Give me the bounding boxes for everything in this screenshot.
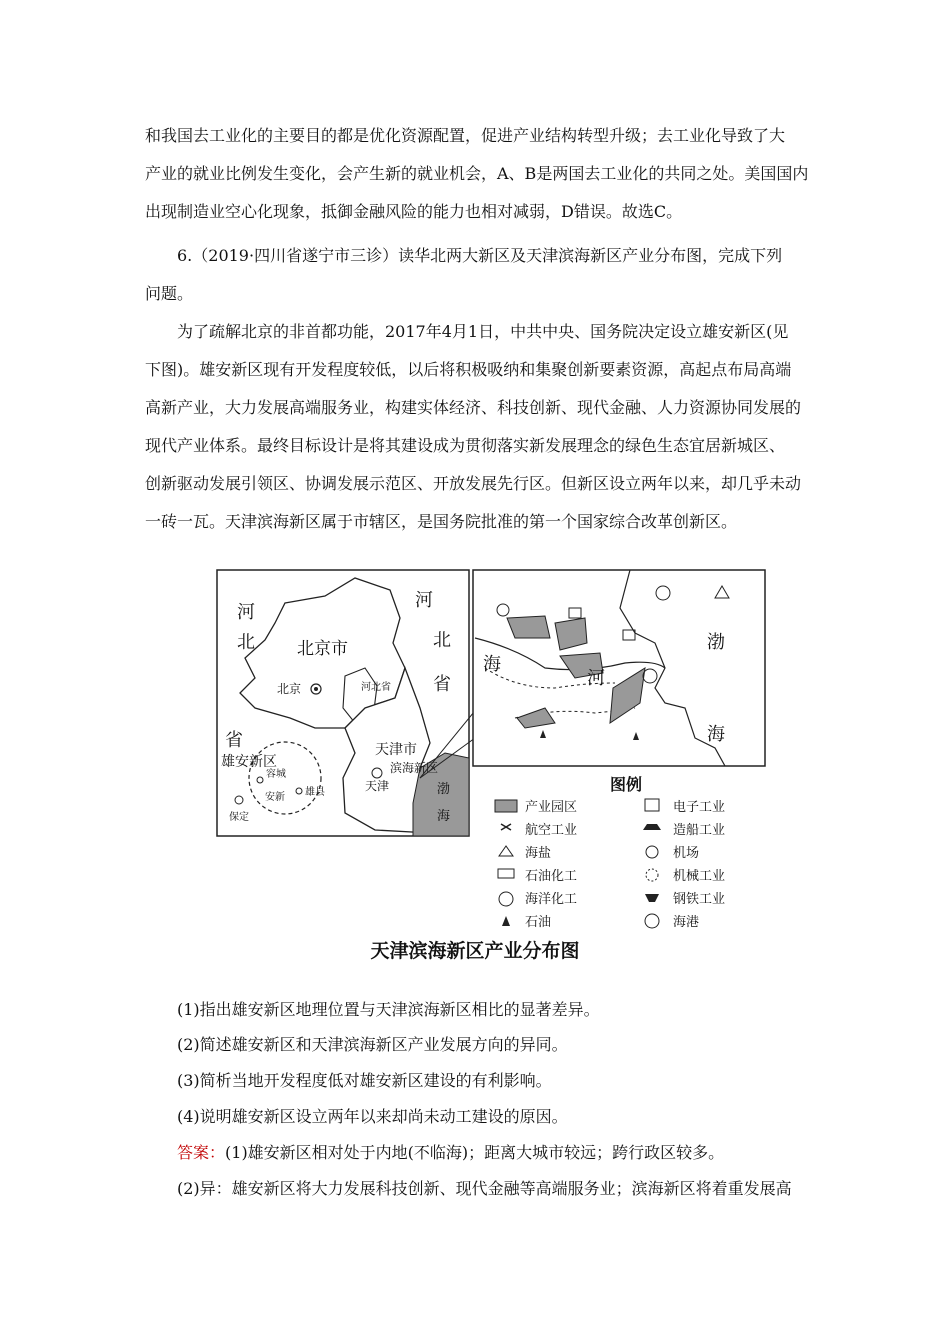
seaport-icon <box>645 914 659 928</box>
map-label: 渤 <box>707 632 725 653</box>
map-label: 天津市 <box>375 742 417 758</box>
question-4: (4)说明雄安新区设立两年以来却尚未动工建设的原因。 <box>177 1107 568 1126</box>
map-label: 安新 <box>265 792 285 803</box>
map-label: 省 <box>433 674 451 695</box>
figure-caption: 天津滨海新区产业分布图 <box>370 940 580 962</box>
map-label: 保定 <box>229 812 249 823</box>
text-line: 创新驱动发展引领区、协调发展示范区、开放发展先行区。但新区设立两年以来，却几乎未动 <box>145 474 802 493</box>
text-line: 下图)。雄安新区现有开发程度较低，以后将积极吸纳和集聚创新要素资源，高起点布局高端 <box>145 360 792 379</box>
answer-text: (1)雄安新区相对处于内地(不临海)；距离大城市较远；跨行政区较多。 <box>225 1143 725 1162</box>
legend-label: 电子工业 <box>673 800 726 815</box>
map-label: 海 <box>483 654 501 675</box>
map-label: 北 <box>237 632 255 653</box>
map-label: 河北省 <box>361 682 391 693</box>
text-line: 一砖一瓦。天津滨海新区属于市辖区，是国务院批准的第一个国家综合改革创新区。 <box>145 512 738 531</box>
legend-label: 海盐 <box>525 846 552 861</box>
answer-line-1 <box>177 1140 724 1163</box>
answer-label: 答案： <box>177 1143 226 1162</box>
map-label: 河 <box>415 590 433 611</box>
left-map <box>217 570 510 836</box>
sea-salt-icon <box>499 846 513 856</box>
map-label: 北京市 <box>297 639 348 659</box>
machinery-icon <box>646 869 658 881</box>
map-label: 雄县 <box>305 787 325 798</box>
legend-label: 钢铁工业 <box>673 892 726 907</box>
text-line: 高新产业，大力发展高端服务业，构建实体经济、科技创新、现代金融、人力资源协同发展的 <box>145 398 802 417</box>
legend-label: 机场 <box>673 846 700 861</box>
legend-label: 石油 <box>525 915 552 930</box>
text-line: 和我国去工业化的主要目的都是优化资源配置，促进产业结构转型升级；去工业化导致了大 <box>145 126 786 145</box>
text-line: 现代产业体系。最终目标设计是将其建设成为贯彻落实新发展理念的绿色生态宜居新城区、 <box>145 436 786 455</box>
text-line: 产业的就业比例发生变化，会产生新的就业机会，A、B是两国去工业化的共同之处。美国国内 <box>145 164 809 183</box>
airport-icon <box>646 846 658 858</box>
question-2: (2)简述雄安新区和天津滨海新区产业发展方向的异同。 <box>177 1035 568 1054</box>
map-label: 容城 <box>266 769 286 780</box>
text-line: 为了疏解北京的非首都功能，2017年4月1日，中共中央、国务院决定设立雄安新区(见 <box>177 322 789 341</box>
legend-label: 产业园区 <box>525 800 578 815</box>
industrial-park-area <box>507 616 550 638</box>
map-label: 北 <box>433 630 451 651</box>
marine-chemical-icon <box>499 892 513 906</box>
question-3: (3)简析当地开发程度低对雄安新区建设的有利影响。 <box>177 1071 552 1090</box>
answer-line-2: (2)异：雄安新区将大力发展科技创新、现代金融等高端服务业；滨海新区将着重发展高 <box>177 1179 792 1198</box>
map-label: 河 <box>587 668 605 689</box>
legend-label: 造船工业 <box>673 823 726 838</box>
electronics-icon <box>645 799 659 811</box>
legend-label: 海港 <box>673 915 700 930</box>
map-label: 滨海新区 <box>390 761 439 775</box>
map-label: 雄安新区 <box>221 754 277 770</box>
map-label: 河 <box>237 602 255 623</box>
map-label: 渤 <box>437 782 451 797</box>
map-label: 省 <box>225 730 243 751</box>
oil-icon <box>502 916 510 926</box>
text-line: 问题。 <box>145 284 194 303</box>
industrial-park-icon <box>495 800 517 812</box>
text-line: 出现制造业空心化现象，抵御金融风险的能力也相对减弱，D错误。故选C。 <box>145 202 683 221</box>
legend-label: 航空工业 <box>525 823 578 838</box>
map-label: 天津 <box>365 779 390 793</box>
legend-label: 海洋化工 <box>525 892 578 907</box>
text-line: 6.（2019·四川省遂宁市三诊）读华北两大新区及天津滨海新区产业分布图，完成下列 <box>177 246 783 265</box>
question-header <box>145 237 813 313</box>
map-label: 海 <box>437 809 451 824</box>
question-1: (1)指出雄安新区地理位置与天津滨海新区相比的显著差异。 <box>177 1000 600 1019</box>
right-map <box>473 570 765 766</box>
steel-icon <box>645 894 659 902</box>
map-label: 北京 <box>277 682 302 696</box>
map-figure <box>215 568 770 938</box>
capital-dot <box>314 687 318 691</box>
petrochemical-icon <box>498 869 514 878</box>
shipbuilding-icon <box>643 824 661 830</box>
legend-title: 图例 <box>610 775 643 794</box>
intro-paragraph <box>145 117 813 231</box>
map-label: 海 <box>707 724 725 745</box>
aviation-icon <box>501 824 511 830</box>
legend-label: 石油化工 <box>525 869 578 884</box>
legend <box>495 775 725 930</box>
passage-paragraph <box>145 313 813 541</box>
legend-label: 机械工业 <box>673 869 726 884</box>
